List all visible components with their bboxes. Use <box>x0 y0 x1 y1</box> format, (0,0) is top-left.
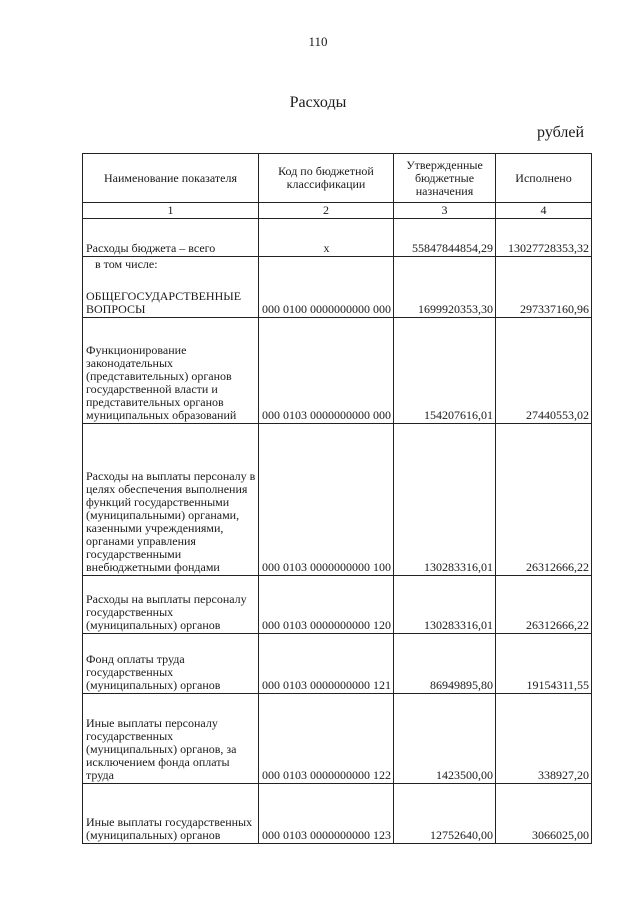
row-executed: 26312666,22 <box>496 423 592 575</box>
row-name: Иные выплаты государственных (муниципальных) органов <box>83 783 259 843</box>
table-row <box>83 219 592 257</box>
header-executed: Исполнено <box>496 154 592 203</box>
table-row <box>83 271 592 317</box>
row-approved: 154207616,01 <box>394 317 496 423</box>
header-budget-code: Код по бюджетной классификации <box>259 154 394 203</box>
row-name: ОБЩЕГОСУДАРСТВЕННЫЕ ВОПРОСЫ <box>83 271 259 317</box>
column-number-row <box>83 203 592 219</box>
row-code: 000 0103 0000000000 120 <box>259 575 394 633</box>
row-approved: 130283316,01 <box>394 575 496 633</box>
row-approved: 1699920353,30 <box>394 271 496 317</box>
row-code <box>259 257 394 272</box>
row-executed: 13027728353,32 <box>496 219 592 257</box>
row-executed: 27440553,02 <box>496 317 592 423</box>
table-row <box>83 423 592 575</box>
expenses-table <box>82 153 592 844</box>
row-approved: 130283316,01 <box>394 423 496 575</box>
page-number: 110 <box>308 34 328 49</box>
row-code: 000 0103 0000000000 122 <box>259 693 394 783</box>
row-approved: 12752640,00 <box>394 783 496 843</box>
table-row <box>83 317 592 423</box>
column-number: 1 <box>83 203 259 219</box>
row-executed: 19154311,55 <box>496 633 592 693</box>
row-executed: 297337160,96 <box>496 271 592 317</box>
table-row <box>83 575 592 633</box>
column-number: 4 <box>496 203 592 219</box>
row-code: 000 0103 0000000000 121 <box>259 633 394 693</box>
row-code: 000 0103 0000000000 100 <box>259 423 394 575</box>
row-approved <box>394 257 496 272</box>
table-row <box>83 257 592 272</box>
row-code: 000 0103 0000000000 000 <box>259 317 394 423</box>
row-approved: 55847844854,29 <box>394 219 496 257</box>
table-row <box>83 633 592 693</box>
row-name: Расходы на выплаты персоналу государственных (муниципальных) органов <box>83 575 259 633</box>
table-row <box>83 693 592 783</box>
row-executed: 26312666,22 <box>496 575 592 633</box>
table-header-row <box>83 154 592 203</box>
units-label: рублей <box>537 124 584 141</box>
column-number: 3 <box>394 203 496 219</box>
row-name: Фонд оплаты труда государственных (муниципальных) органов <box>83 633 259 693</box>
row-executed: 3066025,00 <box>496 783 592 843</box>
row-code: 000 0103 0000000000 123 <box>259 783 394 843</box>
row-approved: 1423500,00 <box>394 693 496 783</box>
row-code: 000 0100 0000000000 000 <box>259 271 394 317</box>
row-code: x <box>259 219 394 257</box>
header-indicator-name: Наименование показателя <box>83 154 259 203</box>
row-name: Функционирование законодательных (представительных) органов государственной власти и представительных органов муниципальных образований <box>83 317 259 423</box>
row-executed <box>496 257 592 272</box>
document-title: Расходы <box>289 94 347 111</box>
column-number: 2 <box>259 203 394 219</box>
row-name: Расходы на выплаты персоналу в целях обеспечения выполнения функций государственными (муниципальными) органами, казенными учреждениями, органами управления государственными внебюджетными фондами <box>83 423 259 575</box>
row-executed: 338927,20 <box>496 693 592 783</box>
row-name: Расходы бюджета – всего <box>83 219 259 257</box>
table-row <box>83 783 592 843</box>
header-approved: Утвержденные бюджетные назначения <box>394 154 496 203</box>
row-name: Иные выплаты персоналу государственных (муниципальных) органов, за исключением фонда оплаты труда <box>83 693 259 783</box>
row-name: в том числе: <box>83 257 259 272</box>
row-approved: 86949895,80 <box>394 633 496 693</box>
